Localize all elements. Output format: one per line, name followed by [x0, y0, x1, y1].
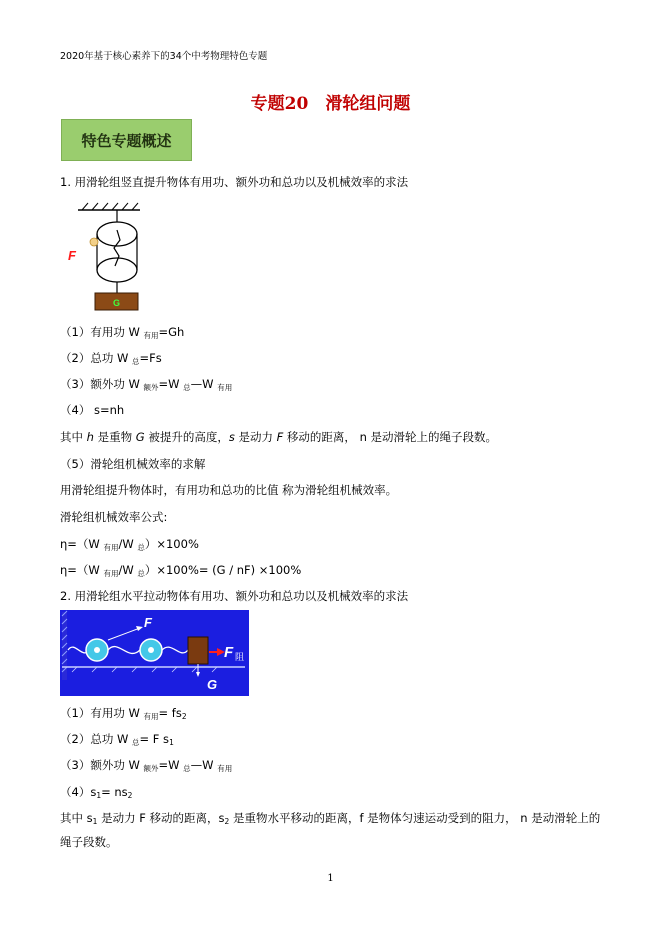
efficiency-formula-label: 滑轮组机械效率公式: — [60, 510, 168, 524]
horizontal-pulley-figure — [60, 610, 249, 696]
weight-g-label: G — [113, 298, 121, 308]
extra-work-line-2: （3）额外功 W $_{额外}$=W $_总$—W $_{有用}$ — [60, 758, 233, 773]
pull-force-label: F — [144, 615, 152, 630]
efficiency-formula-2: η=（W $_{有用}$/W $_总$）×100%= (G / nF) ×100% — [60, 563, 302, 578]
variable-explanation: 其中 h 是重物 G 被提升的高度，s 是动力 F 移动的距离， n 是动滑轮上的绳子段数。 — [60, 430, 498, 444]
page-number: 1 — [327, 873, 334, 884]
distance-relation-line: （4） s=nh — [60, 403, 125, 417]
useful-work-line: （1）有用功 W $_{有用}$=Gh — [60, 325, 185, 340]
efficiency-definition: 用滑轮组提升物体时，有用功和总功的比值 称为滑轮组机械效率。 — [60, 483, 398, 497]
section-2-heading: 2. 用滑轮组水平拉动物体有用功、额外功和总功以及机械效率的求法 — [60, 589, 409, 603]
running-header: 2020年基于核心素养下的34个中考物理特色专题 — [60, 51, 268, 62]
distance-relation-line-2: $(4)s_1= ns_2$ — [60, 785, 133, 800]
total-work-line-2: （2）总功 W $_总$= F $s_1$ — [60, 732, 174, 747]
total-work-line: （2）总功 W $_总$=Fs — [60, 351, 162, 366]
weight-g-label: G — [207, 677, 218, 692]
extra-work-line: （3）额外功 W $_{额外}$=W $_总$—W $_{有用}$ — [60, 377, 233, 392]
efficiency-heading: （5）滑轮组机械效率的求解 — [60, 457, 206, 471]
vertical-pulley-figure — [62, 200, 152, 315]
force-f-label: F — [68, 248, 76, 263]
section-banner: 特色专题概述 — [61, 119, 192, 161]
variable-explanation-2: 其中 $s_1$ 是动力 F 移动的距离，$s_2$ 是重物水平移动的距离，f 是物体匀速运动受到的阻力， n 是动滑轮上的 — [60, 811, 601, 826]
page-title: 专题20 滑轮组问题 — [250, 94, 411, 114]
variable-explanation-2-cont: 绳子段数。 — [60, 835, 118, 849]
friction-subscript: 阻 — [235, 652, 245, 662]
friction-force-label: F — [224, 644, 234, 661]
efficiency-formula-1: η=（W $_{有用}$/W $_总$）×100% — [60, 537, 199, 552]
section-1-heading: 1. 用滑轮组竖直提升物体有用功、额外功和总功以及机械效率的求法 — [60, 175, 409, 189]
useful-work-line-2: （1）有用功 W $_{有用}= fs_2$ — [60, 706, 187, 721]
